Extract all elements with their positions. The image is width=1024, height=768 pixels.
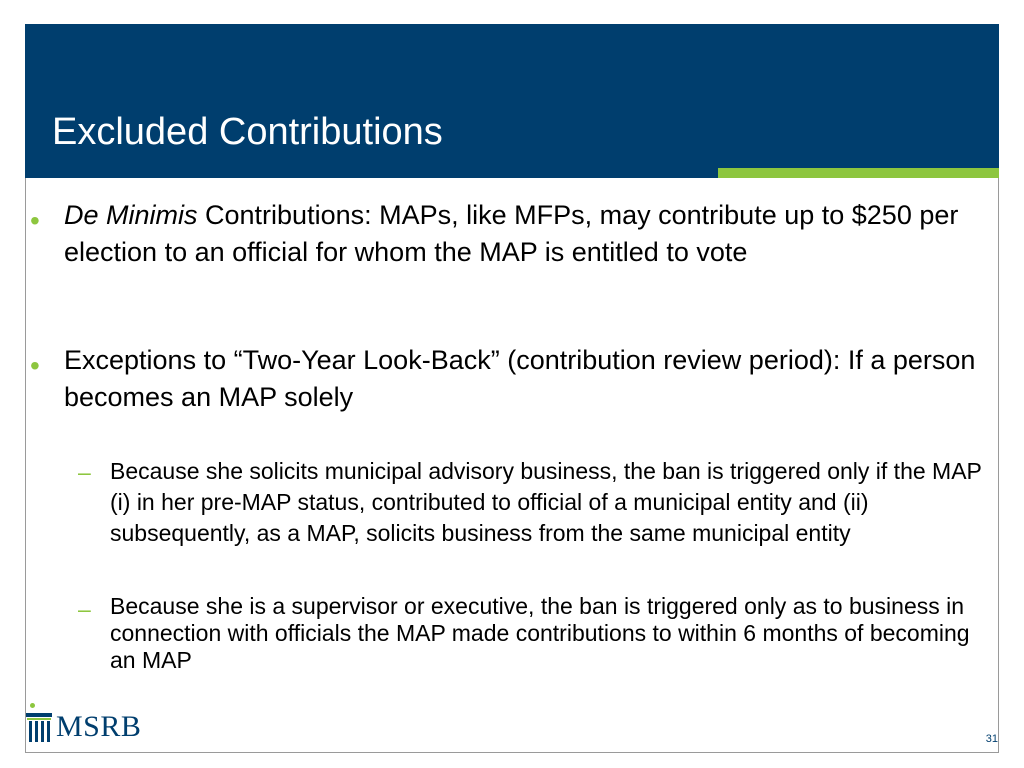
accent-bar [718, 168, 999, 178]
bullet-marker: • [30, 205, 40, 236]
column-logo-icon [26, 710, 52, 744]
logo-text: MSRB [56, 710, 142, 743]
page-number: 31 [985, 733, 998, 745]
bullet-text-exceptions: Exceptions to “Two-Year Look-Back” (contribution review period): If a person becomes an MAP solely [64, 345, 976, 412]
msrb-logo [26, 710, 141, 744]
bullet-italic-lead: De Minimis [64, 200, 198, 230]
sub-bullet-marker: – [78, 459, 91, 485]
bullet-dot [30, 703, 35, 708]
sub-bullet-text-supervisor: Because she is a supervisor or executive, the ban is triggered only as to business in connection with officials the MAP made contributions to within 6 months of becoming an MAP [110, 593, 970, 673]
slide-title: Excluded Contributions [52, 111, 443, 153]
bullet-text-de-minimis [64, 197, 979, 271]
sub-bullet-text-solicits: Because she solicits municipal advisory business, the ban is triggered only if the MAP (i) in her pre-MAP status, contributed to official of a municipal entity and (ii) subsequently, as a MAP, solicits business from the same municipal entity [110, 458, 982, 546]
sub-bullet-marker: – [78, 596, 91, 622]
bullet-body: Contributions: MAPs, like MFPs, may contribute up to $250 per election to an official for whom the MAP is entitled to vote [64, 200, 959, 267]
bullet-marker: • [30, 350, 40, 381]
title-band [25, 24, 999, 178]
